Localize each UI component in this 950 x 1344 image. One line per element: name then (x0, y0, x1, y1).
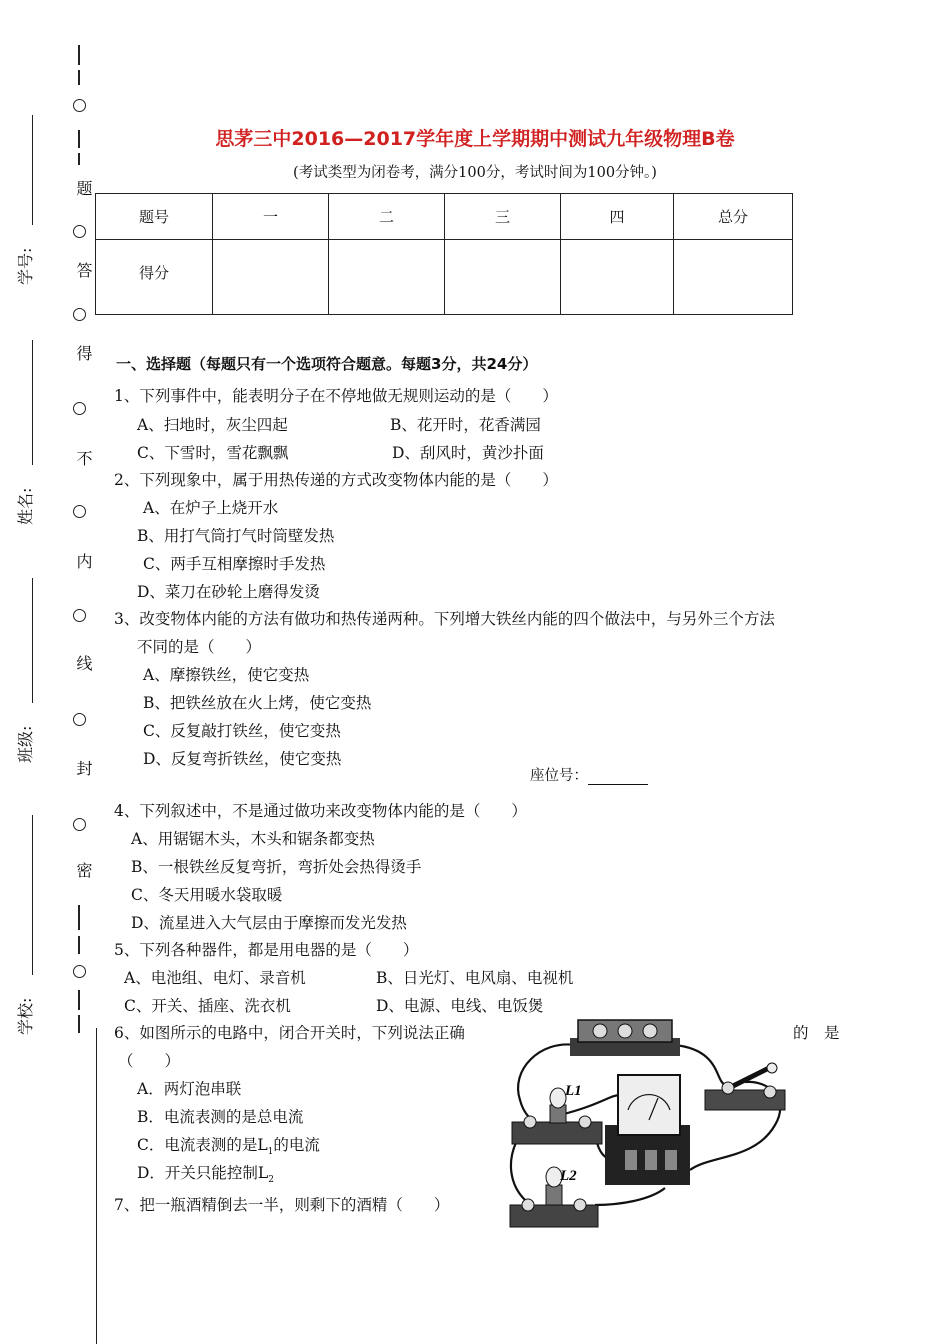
question-stem: 7、把一瓶酒精倒去一半，则剩下的酒精（ ） (114, 1196, 450, 1214)
question-stem: 5、下列各种器件，都是用电器的是（ ） (114, 941, 419, 959)
option-a: A、摩擦铁丝，使它变热 (143, 666, 310, 684)
margin-dash (78, 1015, 80, 1033)
name-line (32, 340, 33, 465)
option-a: A、扫地时，灰尘四起 (137, 416, 288, 434)
option-d (137, 1161, 274, 1185)
option-d-text: D．开关只能控制L (137, 1164, 269, 1182)
score-cell[interactable] (674, 240, 793, 315)
margin-circle (73, 402, 86, 415)
option-b: B．电流表测的是总电流 (137, 1108, 304, 1126)
margin-dash (78, 936, 80, 954)
option-c-tail: 的电流 (273, 1136, 320, 1154)
score-cell[interactable] (329, 240, 445, 315)
subscript: 1 (267, 1147, 274, 1158)
page-title: 思茅三中2016—2017学年度上学期期中测试九年级物理B卷 (215, 128, 735, 150)
table-header-cell: 题号 (96, 194, 213, 240)
option-b: B、用打气筒打气时筒壁发热 (137, 527, 335, 545)
option-a: A、电池组、电灯、录音机 (124, 969, 306, 987)
seal-char: 密 (74, 862, 93, 878)
option-c: C、下雪时，雪花飘飘 (137, 444, 289, 462)
score-table (95, 193, 793, 315)
table-header-cell: 四 (561, 194, 674, 240)
question-stem: 6、如图所示的电路中，闭合开关时，下列说法正确 (114, 1024, 465, 1042)
school-label: 学校: (16, 997, 35, 1035)
section-heading: 一、选择题（每题只有一个选项符合题意。每题3分，共24分） (116, 355, 538, 373)
option-d: D、电源、电线、电饭煲 (376, 997, 544, 1015)
question-stem: 2、下列现象中，属于用热传递的方式改变物体内能的是（ ） (114, 471, 558, 489)
option-c: C、冬天用暖水袋取暖 (131, 886, 283, 904)
margin-dash (78, 45, 80, 65)
option-a: A、在炉子上烧开水 (143, 499, 279, 517)
table-header-cell: 一 (213, 194, 329, 240)
margin-circle (73, 308, 86, 321)
question-stem: 3、改变物体内能的方法有做功和热传递两种。下列增大铁丝内能的四个做法中，与另外三个方法 (114, 610, 775, 628)
school-line (32, 815, 33, 975)
question-stem-cont: 不同的是（ ） (137, 638, 262, 656)
margin-dash (78, 70, 80, 85)
score-cell[interactable] (445, 240, 561, 315)
margin-dash (78, 905, 80, 930)
table-header-cell: 三 (445, 194, 561, 240)
seal-char: 线 (74, 655, 93, 671)
lamp-l1-label: L1 (565, 1083, 582, 1099)
option-b: B、一根铁丝反复弯折，弯折处会热得烫手 (131, 858, 422, 876)
option-a: A、用锯锯木头，木头和锯条都变热 (131, 830, 375, 848)
seal-char: 内 (74, 553, 93, 569)
class-label: 班级: (16, 725, 35, 763)
option-c: C、反复敲打铁丝，使它变热 (143, 722, 341, 740)
score-cell[interactable] (561, 240, 674, 315)
question-stem-tail: 的 是 (793, 1024, 840, 1042)
seat-label: 座位号： (530, 768, 588, 784)
seat-number (530, 764, 648, 785)
option-b: B、花开时，花香满园 (390, 416, 541, 434)
battery-box (570, 1020, 680, 1056)
seal-char: 不 (74, 450, 93, 466)
seal-char: 得 (74, 345, 93, 361)
margin-circle (73, 225, 86, 238)
seal-char: 答 (74, 262, 93, 278)
option-d: D、反复弯折铁丝，使它变热 (143, 750, 342, 768)
name-label: 姓名: (16, 487, 35, 525)
question-stem: 4、下列叙述中，不是通过做功来改变物体内能的是（ ） (114, 802, 527, 820)
lamp-l2-label: L2 (560, 1168, 577, 1184)
ammeter (605, 1075, 690, 1185)
option-c: C、两手互相摩擦时手发热 (143, 555, 326, 573)
margin-circle (73, 609, 86, 622)
score-cell[interactable] (213, 240, 329, 315)
margin-circle (73, 713, 86, 726)
margin-circle (73, 505, 86, 518)
table-header-cell: 二 (329, 194, 445, 240)
answer-paren: （ ） (118, 1052, 181, 1070)
option-b: B、日光灯、电风扇、电视机 (376, 969, 574, 987)
circuit-figure (500, 1010, 805, 1235)
option-d: D、流星进入大气层由于摩擦而发光发热 (131, 914, 407, 932)
margin-circle (73, 818, 86, 831)
option-d: D、刮风时，黄沙扑面 (392, 444, 544, 462)
question-stem: 1、下列事件中，能表明分子在不停地做无规则运动的是（ ） (114, 387, 558, 405)
option-a: A．两灯泡串联 (137, 1080, 242, 1098)
option-c-text: C．电流表测的是L (137, 1136, 268, 1154)
option-d: D、菜刀在砂轮上磨得发烫 (137, 583, 320, 601)
table-row-label: 得分 (96, 240, 213, 315)
option-b: B、把铁丝放在火上烤，使它变热 (143, 694, 372, 712)
subscript: 2 (268, 1175, 274, 1186)
seal-char: 题 (74, 180, 93, 196)
margin-circle (73, 965, 86, 978)
student-id-label: 学号: (16, 247, 35, 285)
option-c: C、开关、插座、洗衣机 (124, 997, 291, 1015)
exam-instructions: (考试类型为闭卷考，满分100分，考试时间为100分钟。) (293, 165, 657, 181)
class-line (32, 578, 33, 703)
margin-rule (96, 1028, 97, 1344)
margin-dash (78, 990, 80, 1010)
table-header-cell: 总分 (674, 194, 793, 240)
seat-input-line[interactable] (588, 770, 648, 785)
seal-char: 封 (74, 760, 93, 776)
option-c (137, 1133, 320, 1157)
margin-circle (73, 99, 86, 112)
